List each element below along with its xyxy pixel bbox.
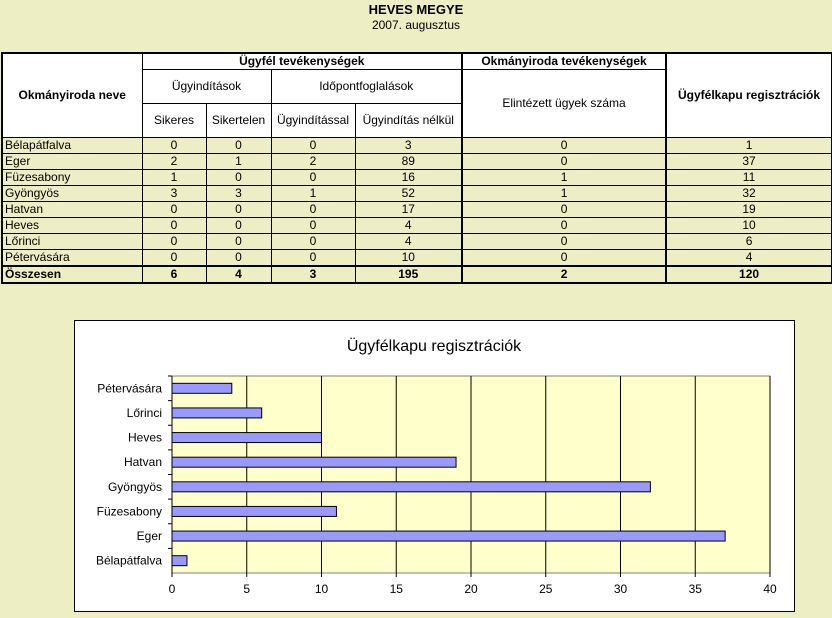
x-tick-label: 35	[688, 582, 702, 596]
row-name: Pétervására	[2, 250, 142, 267]
bar	[172, 408, 262, 418]
cell-value: 0	[271, 234, 355, 250]
cell-value: 120	[666, 266, 832, 283]
cell-value: 0	[462, 234, 666, 250]
cell-value: 19	[666, 202, 832, 218]
cell-value: 0	[206, 250, 271, 267]
cell-value: 0	[462, 202, 666, 218]
cell-value: 3	[206, 186, 271, 202]
cell-value: 32	[666, 186, 832, 202]
cell-value: 0	[271, 250, 355, 267]
cell-value: 1	[206, 154, 271, 170]
table-row	[2, 154, 832, 170]
category-label: Bélapátfalva	[95, 553, 162, 568]
cell-value: 0	[206, 138, 271, 154]
table-row	[2, 202, 832, 218]
x-tick-label: 10	[314, 582, 329, 596]
cell-value: 1	[462, 186, 666, 202]
category-label: Heves	[127, 430, 162, 445]
sub-header-elintezett: Elintézett ügyek száma	[462, 70, 666, 138]
category-label: Eger	[136, 529, 162, 544]
table-row	[2, 218, 832, 234]
row-name: Gyöngyös	[2, 186, 142, 202]
cell-value: 0	[271, 202, 355, 218]
cell-value: 4	[666, 250, 832, 267]
cell-value: 0	[462, 218, 666, 234]
bar	[172, 531, 725, 541]
page-subtitle: 2007. augusztus	[371, 18, 461, 32]
cell-value: 16	[355, 170, 462, 186]
cell-value: 195	[355, 266, 462, 283]
cell-value: 52	[355, 186, 462, 202]
category-label: Hatvan	[123, 455, 162, 470]
cell-value: 0	[206, 234, 271, 250]
chart-frame	[74, 320, 795, 612]
cell-value: 1	[271, 186, 355, 202]
cell-value: 37	[666, 154, 832, 170]
category-label: Gyöngyös	[107, 479, 162, 494]
x-tick-label: 0	[168, 582, 176, 596]
cell-value: 0	[206, 202, 271, 218]
row-name: Hatvan	[2, 202, 142, 218]
col-header-nelkul: Ügyindítás nélkül	[355, 104, 462, 138]
cell-value: 0	[462, 250, 666, 267]
cell-value: 0	[142, 250, 206, 267]
bar	[172, 433, 322, 443]
cell-value: 2	[462, 266, 666, 283]
cell-value: 0	[462, 138, 666, 154]
cell-value: 0	[271, 170, 355, 186]
cell-value: 1	[462, 170, 666, 186]
cell-value: 4	[355, 234, 462, 250]
cell-value: 0	[271, 218, 355, 234]
bar	[172, 383, 232, 393]
bar	[172, 457, 456, 467]
table-body	[2, 138, 832, 284]
cell-value: 89	[355, 154, 462, 170]
sub-header-idopont: Időpontfoglalások	[271, 70, 462, 104]
cell-value: 0	[206, 218, 271, 234]
cell-value: 0	[462, 154, 666, 170]
row-name: Összesen	[2, 266, 142, 283]
category-label: Pétervására	[97, 381, 162, 396]
bar-chart	[75, 321, 794, 611]
cell-value: 4	[355, 218, 462, 234]
bar	[172, 482, 650, 492]
cell-value: 11	[666, 170, 832, 186]
row-name: Heves	[2, 218, 142, 234]
x-tick-label: 15	[389, 582, 403, 596]
col-header-sikertelen: Sikertelen	[206, 104, 271, 138]
x-tick-label: 5	[243, 582, 251, 596]
cell-value: 1	[666, 138, 832, 154]
cell-value: 4	[206, 266, 271, 283]
x-tick-label: 25	[539, 582, 553, 596]
row-name: Füzesabony	[2, 170, 142, 186]
cell-value: 10	[666, 218, 832, 234]
cell-value: 6	[666, 234, 832, 250]
table-row	[2, 250, 832, 267]
cell-value: 0	[206, 170, 271, 186]
col-header-sikeres: Sikeres	[142, 104, 206, 138]
category-label: Lőrinci	[126, 405, 162, 420]
cell-value: 0	[142, 218, 206, 234]
cell-value: 0	[142, 202, 206, 218]
cell-value: 6	[142, 266, 206, 283]
data-table	[1, 52, 832, 284]
bar	[172, 506, 336, 516]
row-name: Lőrinci	[2, 234, 142, 250]
cell-value: 17	[355, 202, 462, 218]
col-header-ugyfelkapu: Ügyfélkapu regisztrációk	[666, 53, 832, 138]
table-row	[2, 186, 832, 202]
row-name: Eger	[2, 154, 142, 170]
x-tick-label: 20	[464, 582, 478, 596]
x-tick-label: 40	[763, 582, 777, 596]
category-label: Füzesabony	[96, 504, 162, 519]
cell-value: 10	[355, 250, 462, 267]
x-tick-label: 30	[613, 582, 628, 596]
bar	[172, 556, 187, 566]
chart-title: Ügyfélkapu regisztrációk	[346, 338, 522, 355]
cell-value: 3	[271, 266, 355, 283]
group-header-ugyfel: Ügyfél tevékenységek	[142, 53, 462, 70]
cell-value: 1	[142, 170, 206, 186]
cell-value: 2	[142, 154, 206, 170]
page-title: HEVES MEGYE	[368, 2, 464, 17]
table-row	[2, 138, 832, 154]
cell-value: 3	[142, 186, 206, 202]
cell-value: 3	[355, 138, 462, 154]
cell-value: 0	[142, 234, 206, 250]
sub-header-ugyinditas: Ügyindítások	[142, 70, 271, 104]
table-total-row	[2, 266, 832, 283]
col-header-ugyinditassal: Ügyindítással	[271, 104, 355, 138]
row-name: Bélapátfalva	[2, 138, 142, 154]
col-header-name: Okmányiroda neve	[2, 53, 142, 138]
cell-value: 0	[142, 138, 206, 154]
group-header-okmany: Okmányiroda tevékenységek	[462, 53, 666, 70]
table-row	[2, 170, 832, 186]
cell-value: 2	[271, 154, 355, 170]
cell-value: 0	[271, 138, 355, 154]
table-row	[2, 234, 832, 250]
